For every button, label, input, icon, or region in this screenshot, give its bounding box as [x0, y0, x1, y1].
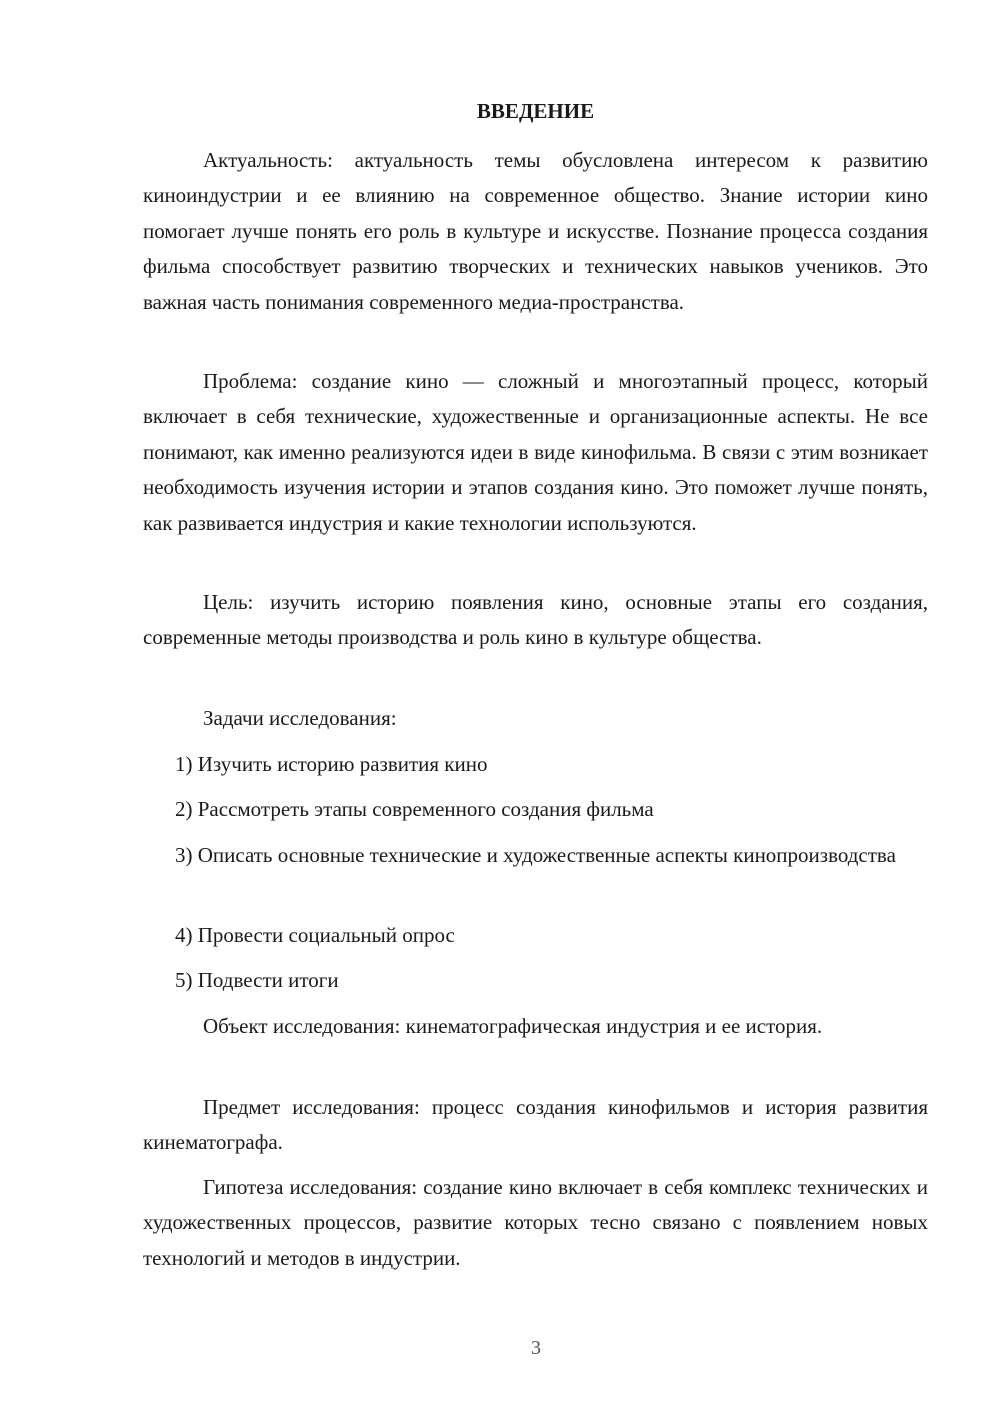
paragraph-relevance: Актуальность: актуальность темы обусловлена интересом к развитию киноиндустрии и ее влиянию на современное общество. Знание истории кино помогает лучше понять его роль в культуре и искусстве. Познание процесса создания фильма способствует развитию творческих и технических навыков учеников. Это важная часть понимания современного медиа-пространства.: [143, 148, 928, 314]
list-item-task-4: 4) Провести социальный опрос: [175, 923, 455, 947]
tasks-heading: Задачи исследования:: [203, 706, 397, 730]
list-item-task-3: 3) Описать основные технические и художественные аспекты кинопроизводства: [175, 843, 896, 867]
paragraph-subject: Предмет исследования: процесс создания кинофильмов и история развития кинематографа.: [143, 1095, 928, 1155]
paragraph-hypothesis: Гипотеза исследования: создание кино включает в себя комплекс технических и художественных процессов, развитие которых тесно связано с появлением новых технологий и методов в индустрии.: [143, 1175, 928, 1270]
page-number: 3: [531, 1337, 541, 1359]
paragraph-object: Объект исследования: кинематографическая индустрия и ее история.: [203, 1014, 823, 1038]
list-item-task-1: 1) Изучить историю развития кино: [175, 752, 488, 776]
paragraph-goal: Цель: изучить историю появления кино, основные этапы его создания, современные методы производства и роль кино в культуре общества.: [143, 590, 928, 650]
list-item-task-2: 2) Рассмотреть этапы современного создания фильма: [175, 797, 654, 821]
page-title: ВВЕДЕНИЕ: [476, 99, 595, 123]
paragraph-problem: Проблема: создание кино — сложный и многоэтапный процесс, который включает в себя технические, художественные и организационные аспекты. Не все понимают, как именно реализуются идеи в виде кинофильма. В связи с этим возникает необходимость изучения истории и этапов создания кино. Это поможет лучше понять, как развивается индустрия и какие технологии используются.: [143, 369, 928, 535]
list-item-task-5: 5) Подвести итоги: [175, 968, 339, 992]
